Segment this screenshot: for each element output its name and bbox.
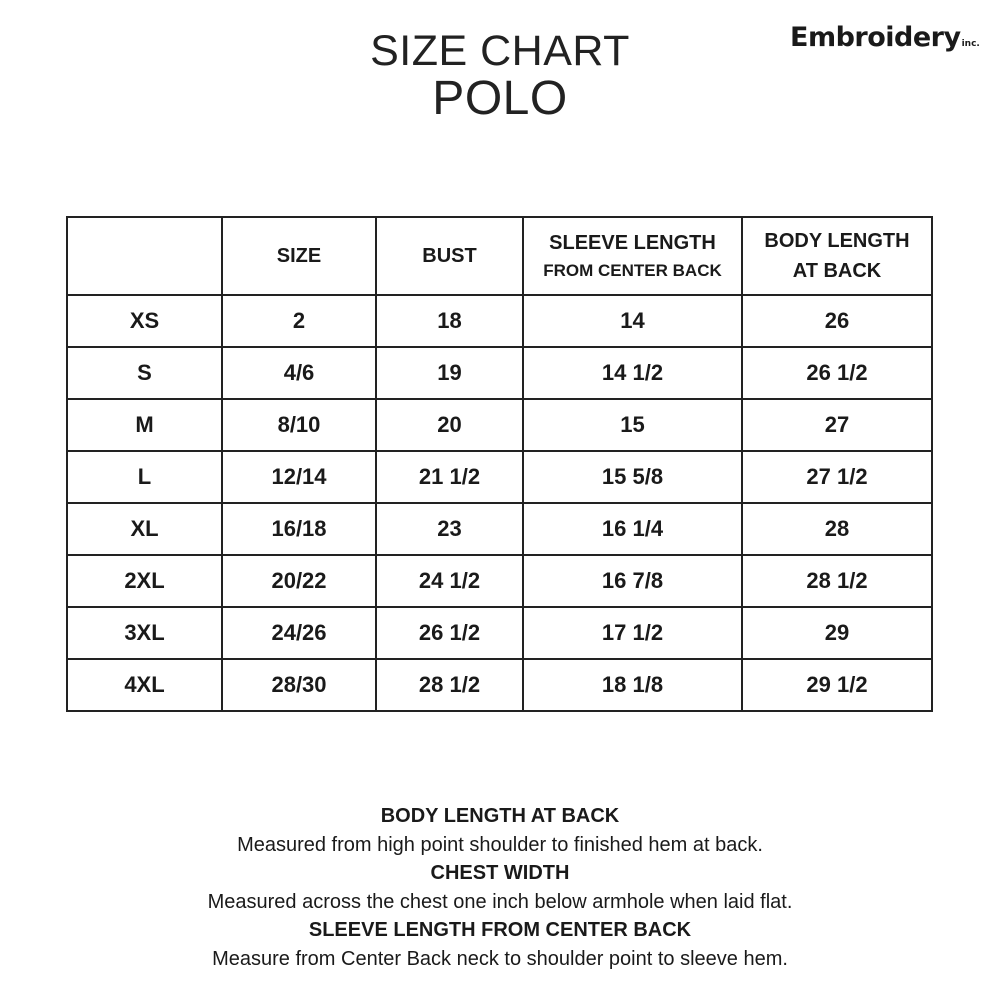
note-heading-body-length: BODY LENGTH AT BACK [380, 805, 620, 827]
cell-size-number: 12/14 [222, 451, 376, 503]
cell-body-length: 28 [742, 503, 932, 555]
cell-size-number: 4/6 [222, 347, 376, 399]
note-heading-chest-width: CHEST WIDTH [430, 862, 570, 884]
cell-size-label: XL [67, 503, 222, 555]
cell-sleeve-length: 17 1/2 [523, 607, 742, 659]
size-table-body [67, 295, 932, 711]
cell-sleeve-length: 16 1/4 [523, 503, 742, 555]
logo-wordmark: Embroidery [790, 22, 961, 53]
table-row [67, 451, 932, 503]
header-cell-blank [67, 217, 222, 295]
cell-bust: 23 [376, 503, 523, 555]
cell-bust: 28 1/2 [376, 659, 523, 711]
cell-bust: 18 [376, 295, 523, 347]
cell-bust: 19 [376, 347, 523, 399]
cell-body-length: 27 1/2 [742, 451, 932, 503]
cell-size-number: 8/10 [222, 399, 376, 451]
header-cell-bust: BUST [376, 217, 523, 295]
table-row [67, 347, 932, 399]
cell-size-label: 2XL [67, 555, 222, 607]
cell-size-number: 20/22 [222, 555, 376, 607]
cell-size-label: L [67, 451, 222, 503]
cell-size-number: 16/18 [222, 503, 376, 555]
table-row [67, 503, 932, 555]
cell-body-length: 27 [742, 399, 932, 451]
cell-size-label: 4XL [67, 659, 222, 711]
cell-body-length: 26 [742, 295, 932, 347]
cell-sleeve-length: 14 [523, 295, 742, 347]
cell-size-number: 28/30 [222, 659, 376, 711]
cell-bust: 21 1/2 [376, 451, 523, 503]
cell-bust: 26 1/2 [376, 607, 523, 659]
logo-suffix: inc. [961, 39, 980, 49]
cell-size-label: S [67, 347, 222, 399]
note-heading-sleeve-length: SLEEVE LENGTH FROM CENTER BACK [308, 919, 692, 941]
table-row [67, 607, 932, 659]
title-line-1: SIZE CHART [370, 27, 630, 75]
header-cell-size: SIZE [222, 217, 376, 295]
table-row [67, 555, 932, 607]
cell-body-length: 26 1/2 [742, 347, 932, 399]
cell-sleeve-length: 16 7/8 [523, 555, 742, 607]
cell-sleeve-length: 15 5/8 [523, 451, 742, 503]
measurement-notes [0, 802, 1000, 973]
table-row [67, 295, 932, 347]
size-table [66, 216, 933, 712]
header-cell-sleeve-length [523, 217, 742, 295]
cell-size-label: 3XL [67, 607, 222, 659]
header-sleeve-main: SLEEVE LENGTH [549, 232, 716, 254]
header-row [67, 217, 932, 295]
note-text-sleeve-length: Measure from Center Back neck to shoulder point to sleeve hem. [212, 948, 788, 970]
brand-logo [790, 22, 990, 67]
cell-body-length: 28 1/2 [742, 555, 932, 607]
cell-size-number: 24/26 [222, 607, 376, 659]
cell-bust: 24 1/2 [376, 555, 523, 607]
cell-sleeve-length: 15 [523, 399, 742, 451]
header-sleeve-sub: FROM CENTER BACK [543, 261, 722, 280]
cell-sleeve-length: 14 1/2 [523, 347, 742, 399]
cell-sleeve-length: 18 1/8 [523, 659, 742, 711]
cell-body-length: 29 [742, 607, 932, 659]
cell-bust: 20 [376, 399, 523, 451]
cell-body-length: 29 1/2 [742, 659, 932, 711]
cell-size-label: XS [67, 295, 222, 347]
header-cell-body-length: BODY LENGTH AT BACK [742, 217, 932, 295]
table-row [67, 399, 932, 451]
size-table-header [67, 217, 932, 295]
title-line-2: POLO [432, 72, 568, 125]
cell-size-label: M [67, 399, 222, 451]
cell-size-number: 2 [222, 295, 376, 347]
table-row [67, 659, 932, 711]
note-text-chest-width: Measured across the chest one inch below armhole when laid flat. [207, 891, 793, 913]
note-text-body-length: Measured from high point shoulder to finished hem at back. [237, 834, 763, 856]
